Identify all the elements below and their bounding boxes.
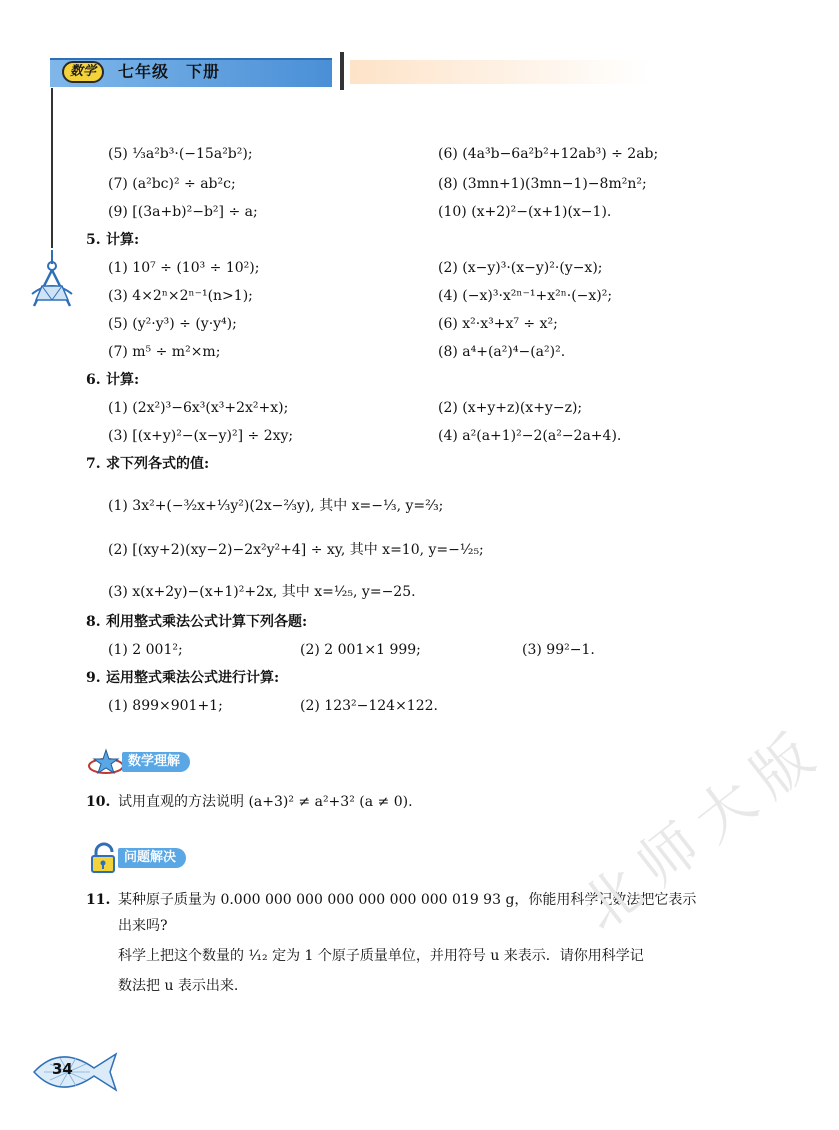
p9-number: 9. [86, 670, 101, 686]
p5-item-3: (3) 4×2ⁿ×2ⁿ⁻¹(n>1); [108, 288, 253, 304]
margin-line [51, 88, 53, 248]
p7-item-2: (2) [(xy+2)(xy−2)−2x²y²+4] ÷ xy, 其中 x=10, y=−¹⁄₂₅; [108, 542, 484, 558]
p4-item-7: (7) (a²bc)² ÷ ab²c; [108, 176, 236, 192]
p5-label: 计算: [106, 232, 140, 248]
header-divider [340, 52, 344, 90]
subject-badge: 数学 [62, 61, 104, 83]
p5-number: 5. [86, 232, 101, 248]
p9-label: 运用整式乘法公式进行计算: [106, 670, 280, 686]
page-number: 34 [52, 1060, 73, 1078]
p4-item-10: (10) (x+2)²−(x+1)(x−1). [438, 204, 612, 220]
p11-number: 11. [86, 892, 111, 908]
p7-number: 7. [86, 456, 101, 472]
fish-icon [30, 1040, 120, 1100]
p4-item-5: (5) ⅓a²b³·(−15a²b²); [108, 146, 253, 162]
p8-item-1: (1) 2 001²; [108, 642, 183, 658]
p5-item-4: (4) (−x)³·x²ⁿ⁻¹+x²ⁿ·(−x)²; [438, 288, 613, 304]
p7-label: 求下列各式的值: [106, 456, 210, 472]
p5-item-1: (1) 10⁷ ÷ (10³ ÷ 10²); [108, 260, 260, 276]
section-math-understanding: 数学理解 [122, 752, 190, 772]
p5-item-2: (2) (x−y)³·(x−y)²·(y−x); [438, 260, 603, 276]
p9-item-1: (1) 899×901+1; [108, 698, 223, 714]
p5-item-6: (6) x²·x³+x⁷ ÷ x²; [438, 316, 558, 332]
p4-item-6: (6) (4a³b−6a²b²+12ab³) ÷ 2ab; [438, 146, 659, 162]
page-number-badge [30, 1040, 120, 1100]
p4-item-9: (9) [(3a+b)²−b²] ÷ a; [108, 204, 258, 220]
p6-item-3: (3) [(x+y)²−(x−y)²] ÷ 2xy; [108, 428, 294, 444]
book-title: 七年级 下册 [118, 62, 221, 81]
p5-item-8: (8) a⁴+(a²)⁴−(a²)². [438, 344, 566, 360]
p11-line-1: 某种原子质量为 0.000 000 000 000 000 000 000 019 93 g，你能用科学记数法把它表示 [118, 892, 697, 908]
header-decoration [350, 60, 650, 84]
p6-number: 6. [86, 372, 101, 388]
lock-icon [88, 844, 120, 874]
compass-icon [26, 248, 78, 310]
p10-text: 试用直观的方法说明 (a+3)² ≠ a²+3² (a ≠ 0). [118, 794, 413, 810]
p6-item-4: (4) a²(a+1)²−2(a²−2a+4). [438, 428, 622, 444]
p6-label: 计算: [106, 372, 140, 388]
p8-item-2: (2) 2 001×1 999; [300, 642, 421, 658]
p5-item-7: (7) m⁵ ÷ m²×m; [108, 344, 221, 360]
star-orbit-icon [86, 748, 126, 778]
p7-item-1: (1) 3x²+(−³⁄₂x+⅓y²)(2x−⅔y), 其中 x=−⅓, y=⅔; [108, 498, 444, 514]
p5-item-5: (5) (y²·y³) ÷ (y·y⁴); [108, 316, 237, 332]
p4-item-8: (8) (3mn+1)(3mn−1)−8m²n²; [438, 176, 647, 192]
p11-line-2: 出来吗? [118, 918, 168, 934]
p8-label: 利用整式乘法公式计算下列各题: [106, 614, 308, 630]
p10-number: 10. [86, 794, 111, 810]
p6-item-1: (1) (2x²)³−6x³(x³+2x²+x); [108, 400, 289, 416]
p11-line-3: 科学上把这个数量的 ¹⁄₁₂ 定为 1 个原子质量单位，并用符号 u 来表示．请你用科学记 [118, 948, 644, 964]
publisher-watermark: 北师大版 [568, 712, 837, 944]
p6-item-2: (2) (x+y+z)(x+y−z); [438, 400, 583, 416]
p9-item-2: (2) 123²−124×122. [300, 698, 438, 714]
p11-line-4: 数法把 u 表示出来. [118, 978, 239, 994]
p7-item-3: (3) x(x+2y)−(x+1)²+2x, 其中 x=¹⁄₂₅, y=−25. [108, 584, 416, 600]
section-problem-solving: 问题解决 [118, 848, 186, 868]
p8-number: 8. [86, 614, 101, 630]
p8-item-3: (3) 99²−1. [522, 642, 595, 658]
